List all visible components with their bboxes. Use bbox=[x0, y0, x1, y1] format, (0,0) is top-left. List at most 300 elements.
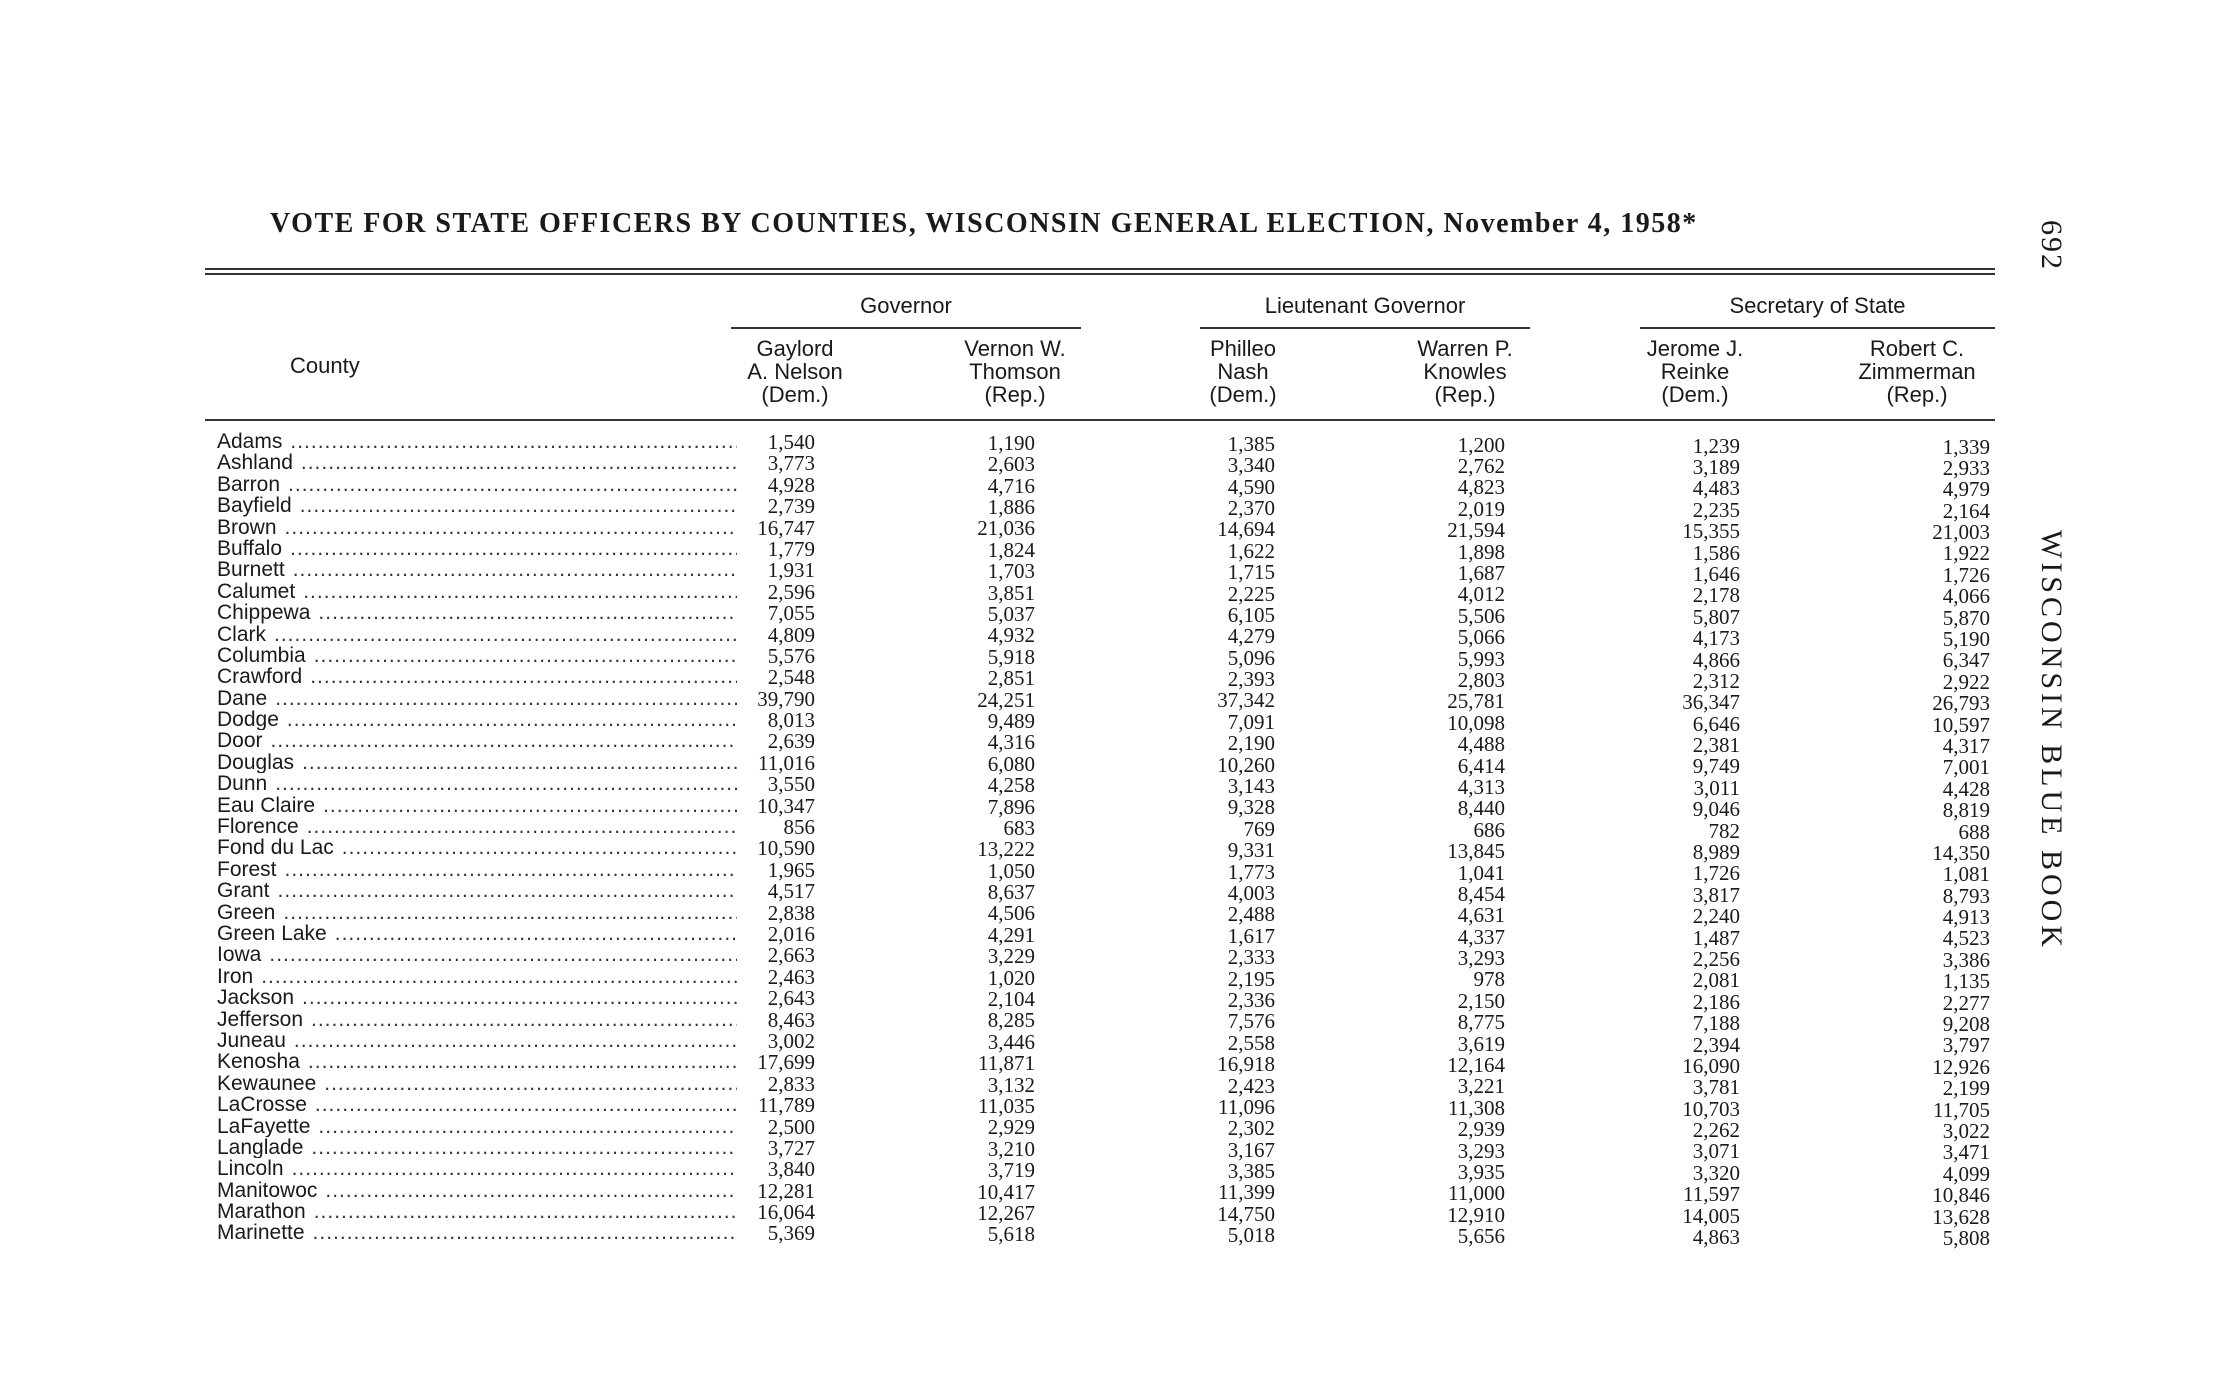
county-name: Lincoln bbox=[217, 1158, 284, 1180]
leader-dots bbox=[303, 581, 737, 602]
table-row bbox=[205, 622, 1995, 652]
vote-cell: 1,779 bbox=[767, 536, 815, 561]
vote-cell: 7,576 bbox=[1227, 1009, 1275, 1034]
vote-cell: 2,500 bbox=[767, 1114, 815, 1139]
vote-cell: 4,258 bbox=[987, 773, 1035, 798]
vote-cell: 4,506 bbox=[987, 901, 1035, 926]
vote-cell: 3,386 bbox=[1942, 947, 1990, 972]
vote-cell: 2,558 bbox=[1227, 1030, 1275, 1055]
vote-cell: 3,189 bbox=[1692, 454, 1740, 479]
table-row bbox=[205, 643, 1995, 673]
table-row bbox=[205, 515, 1995, 545]
vote-cell: 2,929 bbox=[987, 1115, 1035, 1140]
candidate-party: (Rep.) bbox=[984, 382, 1046, 407]
vote-cell: 10,260 bbox=[1217, 752, 1275, 777]
header-rule bbox=[205, 419, 1995, 421]
vote-cell: 3,817 bbox=[1692, 882, 1740, 907]
vote-cell: 4,279 bbox=[1227, 624, 1275, 649]
vote-cell: 12,926 bbox=[1932, 1054, 1990, 1079]
county-cell bbox=[205, 666, 737, 687]
vote-cell: 13,845 bbox=[1447, 839, 1505, 864]
vote-cell: 2,381 bbox=[1692, 733, 1740, 758]
vote-cell: 17,699 bbox=[757, 1050, 815, 1075]
county-cell bbox=[205, 1180, 737, 1201]
county-cell bbox=[205, 452, 737, 473]
vote-cell: 8,775 bbox=[1457, 1010, 1505, 1035]
vote-cell: 3,071 bbox=[1692, 1139, 1740, 1164]
county-name: Dodge bbox=[217, 709, 279, 731]
leader-dots bbox=[314, 1201, 737, 1222]
candidate-second-line: Zimmerman bbox=[1858, 359, 1976, 384]
vote-cell: 2,333 bbox=[1227, 945, 1275, 970]
vote-cell: 10,417 bbox=[977, 1179, 1035, 1204]
vote-cell: 3,851 bbox=[987, 580, 1035, 605]
county-name: Crawford bbox=[217, 666, 303, 688]
county-cell bbox=[205, 495, 737, 516]
vote-cell: 2,393 bbox=[1227, 667, 1275, 692]
page-title: VOTE FOR STATE OFFICERS BY COUNTIES, WISCONSIN GENERAL ELECTION, November 4, 1958* bbox=[270, 208, 1698, 239]
vote-cell: 11,000 bbox=[1448, 1181, 1505, 1206]
vote-cell: 1,540 bbox=[767, 430, 815, 454]
vote-cell: 4,066 bbox=[1942, 584, 1990, 609]
vote-cell: 4,590 bbox=[1227, 474, 1275, 499]
vote-cell: 12,267 bbox=[977, 1200, 1035, 1225]
vote-cell: 12,910 bbox=[1447, 1202, 1505, 1227]
county-cell bbox=[205, 987, 737, 1008]
vote-cell: 8,989 bbox=[1692, 840, 1740, 865]
table-row bbox=[205, 1157, 1995, 1186]
vote-cell: 5,576 bbox=[767, 643, 815, 668]
table-row bbox=[205, 601, 1995, 630]
county-name: Brown bbox=[217, 516, 277, 538]
county-cell bbox=[205, 602, 737, 623]
vote-cell: 9,331 bbox=[1227, 838, 1275, 863]
candidate-first-line: Vernon W. bbox=[964, 336, 1066, 361]
vote-cell: 5,993 bbox=[1457, 646, 1505, 671]
table-row bbox=[205, 815, 1995, 844]
vote-cell: 2,081 bbox=[1692, 968, 1740, 993]
vote-cell: 7,055 bbox=[767, 601, 815, 626]
table-row bbox=[205, 1093, 1995, 1122]
table-row bbox=[205, 665, 1995, 694]
county-cell bbox=[205, 837, 737, 858]
vote-cell: 1,190 bbox=[987, 430, 1035, 455]
vote-cell: 688 bbox=[1958, 819, 1990, 844]
group-label: Lieutenant Governor bbox=[1264, 293, 1466, 318]
county-cell bbox=[205, 1030, 737, 1051]
vote-cell: 26,793 bbox=[1932, 691, 1990, 716]
vote-cell: 3,719 bbox=[987, 1158, 1035, 1183]
vote-cell: 4,932 bbox=[987, 623, 1035, 648]
county-name: Ashland bbox=[217, 452, 293, 474]
vote-cell: 1,773 bbox=[1227, 859, 1275, 884]
vote-cell: 3,446 bbox=[987, 1029, 1035, 1054]
vote-cell: 1,617 bbox=[1227, 923, 1275, 948]
vote-cell: 3,781 bbox=[1692, 1075, 1740, 1100]
vote-cell: 2,178 bbox=[1692, 583, 1740, 608]
county-name: Adams bbox=[217, 431, 283, 453]
vote-cell: 4,173 bbox=[1692, 626, 1740, 651]
county-name: Calumet bbox=[217, 580, 296, 603]
vote-cell: 14,350 bbox=[1932, 840, 1990, 865]
table-row bbox=[205, 430, 1995, 459]
table-row bbox=[205, 579, 1995, 609]
table-row bbox=[205, 558, 1995, 587]
county-cell bbox=[205, 581, 737, 602]
vote-cell: 3,840 bbox=[767, 1157, 815, 1182]
leader-dots bbox=[324, 1073, 737, 1094]
county-name: Dane bbox=[217, 687, 268, 710]
book-title: WISCONSIN BLUE BOOK bbox=[2035, 530, 2068, 951]
vote-cell: 2,336 bbox=[1227, 987, 1275, 1012]
vote-cell: 9,328 bbox=[1227, 795, 1275, 820]
table-row bbox=[205, 1178, 1995, 1208]
candidate-header-zimmerman bbox=[1817, 337, 2017, 406]
county-name: Langlade bbox=[217, 1136, 304, 1159]
candidate-first-line: Philleo bbox=[1209, 336, 1277, 361]
leader-dots bbox=[313, 1222, 737, 1243]
group-rule bbox=[731, 327, 1081, 329]
vote-cell: 683 bbox=[1003, 815, 1035, 840]
vote-cell: 4,863 bbox=[1692, 1225, 1740, 1250]
leader-dots bbox=[275, 773, 737, 794]
vote-cell: 2,312 bbox=[1692, 668, 1740, 693]
county-name: Marathon bbox=[217, 1201, 306, 1223]
vote-cell: 1,726 bbox=[1692, 861, 1740, 886]
candidate-party: (Dem.) bbox=[1661, 382, 1729, 407]
vote-cell: 2,603 bbox=[987, 452, 1035, 477]
county-name: Green Lake bbox=[217, 922, 327, 945]
vote-cell: 3,229 bbox=[987, 944, 1035, 969]
candidate-second-line: Nash bbox=[1217, 359, 1269, 384]
leader-dots bbox=[323, 795, 737, 816]
vote-cell: 782 bbox=[1708, 818, 1740, 843]
vote-cell: 1,050 bbox=[987, 858, 1035, 883]
vote-cell: 2,104 bbox=[987, 987, 1035, 1012]
county-name: Burnett bbox=[217, 559, 285, 581]
vote-cell: 8,637 bbox=[987, 880, 1035, 905]
vote-cell: 3,132 bbox=[987, 1072, 1035, 1097]
vote-cell: 2,922 bbox=[1942, 669, 1990, 694]
vote-cell: 11,789 bbox=[758, 1093, 815, 1118]
vote-cell: 3,797 bbox=[1942, 1033, 1990, 1058]
leader-dots bbox=[294, 1030, 737, 1051]
table-row bbox=[205, 494, 1995, 523]
vote-cell: 11,096 bbox=[1218, 1094, 1275, 1119]
table-row bbox=[205, 879, 1995, 908]
vote-cell: 2,643 bbox=[767, 986, 815, 1011]
table-row bbox=[205, 964, 1995, 994]
vote-cell: 3,340 bbox=[1227, 453, 1275, 478]
vote-cell: 4,483 bbox=[1692, 476, 1740, 501]
candidate-first-line: Robert C. bbox=[1869, 336, 1965, 361]
vote-cell: 10,098 bbox=[1447, 710, 1505, 735]
table-row bbox=[205, 836, 1995, 865]
table-row bbox=[205, 1135, 1995, 1165]
vote-cell: 5,807 bbox=[1692, 604, 1740, 629]
leader-dots bbox=[314, 645, 737, 666]
vote-cell: 1,715 bbox=[1227, 560, 1275, 585]
vote-cell: 856 bbox=[783, 815, 815, 840]
vote-cell: 4,517 bbox=[767, 879, 815, 904]
vote-cell: 5,808 bbox=[1942, 1225, 1990, 1250]
county-column-header: County bbox=[290, 353, 360, 378]
leader-dots bbox=[285, 859, 737, 880]
county-cell bbox=[205, 1116, 737, 1137]
vote-cell: 1,385 bbox=[1227, 431, 1275, 456]
vote-cell: 4,291 bbox=[987, 922, 1035, 947]
group-governor bbox=[731, 293, 1081, 329]
vote-cell: 1,081 bbox=[1942, 862, 1990, 887]
vote-cell: 2,639 bbox=[767, 729, 815, 754]
vote-cell: 3,727 bbox=[767, 1135, 815, 1160]
vote-cell: 1,487 bbox=[1692, 925, 1740, 950]
vote-cell: 15,355 bbox=[1682, 519, 1740, 544]
vote-cell: 2,663 bbox=[767, 943, 815, 968]
vote-cell: 2,488 bbox=[1227, 902, 1275, 927]
leader-dots bbox=[302, 752, 737, 773]
leader-dots bbox=[278, 880, 737, 901]
county-name: Iowa bbox=[217, 944, 262, 966]
vote-cell: 3,293 bbox=[1457, 946, 1505, 971]
vote-cell: 2,423 bbox=[1227, 1073, 1275, 1098]
table-row bbox=[205, 451, 1995, 480]
vote-cell: 8,285 bbox=[987, 1008, 1035, 1033]
vote-cell: 4,317 bbox=[1942, 733, 1990, 758]
county-cell bbox=[205, 1201, 737, 1222]
candidate-party: (Dem.) bbox=[1209, 382, 1277, 407]
vote-cell: 2,933 bbox=[1942, 455, 1990, 480]
table-row bbox=[205, 793, 1995, 823]
county-cell bbox=[205, 923, 737, 944]
leader-dots bbox=[318, 1116, 737, 1137]
vote-cell: 36,347 bbox=[1682, 690, 1740, 715]
vote-cell: 3,167 bbox=[1227, 1137, 1275, 1162]
vote-cell: 2,596 bbox=[767, 579, 815, 604]
table-row bbox=[205, 472, 1995, 502]
vote-cell: 1,646 bbox=[1692, 561, 1740, 586]
vote-cell: 24,251 bbox=[977, 687, 1035, 712]
county-name: Green bbox=[217, 901, 276, 923]
county-name: Jefferson bbox=[217, 1008, 303, 1030]
vote-cell: 1,931 bbox=[767, 558, 815, 583]
vote-cell: 3,011 bbox=[1693, 775, 1740, 800]
vote-cell: 16,090 bbox=[1682, 1053, 1740, 1078]
vote-cell: 3,385 bbox=[1227, 1159, 1275, 1184]
vote-cell: 39,790 bbox=[757, 686, 815, 711]
vote-cell: 2,803 bbox=[1457, 667, 1505, 692]
vote-cell: 9,489 bbox=[987, 708, 1035, 733]
vote-cell: 10,597 bbox=[1932, 712, 1990, 737]
county-cell bbox=[205, 752, 737, 773]
vote-cell: 2,195 bbox=[1227, 966, 1275, 991]
vote-cell: 2,235 bbox=[1692, 497, 1740, 522]
county-cell bbox=[205, 902, 737, 923]
vote-cell: 8,793 bbox=[1942, 883, 1990, 908]
vote-cell: 11,399 bbox=[1218, 1180, 1275, 1205]
county-cell bbox=[205, 688, 737, 709]
vote-cell: 2,370 bbox=[1227, 495, 1275, 520]
county-cell bbox=[205, 645, 737, 666]
vote-cell: 4,012 bbox=[1457, 582, 1505, 607]
group-label: Governor bbox=[860, 293, 952, 318]
vote-cell: 10,846 bbox=[1932, 1183, 1990, 1208]
vote-cell: 14,005 bbox=[1682, 1203, 1740, 1228]
table-row bbox=[205, 1007, 1995, 1037]
page-number: 692 bbox=[2035, 220, 2068, 271]
top-rule bbox=[205, 268, 1995, 275]
leader-dots bbox=[271, 730, 737, 751]
vote-cell: 6,414 bbox=[1457, 753, 1505, 778]
vote-cell: 10,590 bbox=[757, 836, 815, 861]
candidate-first-line: Warren P. bbox=[1417, 336, 1513, 361]
vote-cell: 3,210 bbox=[987, 1136, 1035, 1161]
vote-cell: 21,036 bbox=[977, 516, 1035, 541]
table-row bbox=[205, 1028, 1995, 1058]
vote-cell: 21,594 bbox=[1447, 518, 1505, 543]
vote-cell: 8,454 bbox=[1457, 881, 1505, 906]
vote-cell: 978 bbox=[1473, 967, 1505, 992]
candidate-party: (Rep.) bbox=[1886, 382, 1948, 407]
county-cell bbox=[205, 1158, 737, 1179]
county-name: Dunn bbox=[217, 773, 268, 795]
vote-cell: 10,703 bbox=[1682, 1096, 1740, 1121]
leader-dots bbox=[311, 1009, 737, 1030]
vote-cell: 2,240 bbox=[1692, 904, 1740, 929]
leader-dots bbox=[300, 495, 737, 516]
vote-cell: 11,597 bbox=[1683, 1182, 1740, 1207]
vote-cell: 10,347 bbox=[757, 793, 815, 818]
candidate-first-line: Jerome J. bbox=[1646, 336, 1744, 361]
vote-cell: 37,342 bbox=[1217, 688, 1275, 713]
county-name: Chippewa bbox=[217, 602, 311, 624]
county-cell bbox=[205, 773, 737, 794]
vote-cell: 16,918 bbox=[1217, 1052, 1275, 1077]
county-name: Marinette bbox=[217, 1222, 305, 1244]
table-row bbox=[205, 686, 1995, 716]
vote-cell: 2,739 bbox=[767, 494, 815, 519]
county-name: Columbia bbox=[217, 644, 306, 667]
vote-cell: 5,190 bbox=[1942, 627, 1990, 652]
vote-cell: 3,293 bbox=[1457, 1138, 1505, 1163]
vote-cell: 11,035 bbox=[978, 1094, 1035, 1118]
vote-cell: 1,965 bbox=[767, 857, 815, 882]
county-cell bbox=[205, 816, 737, 837]
vote-cell: 3,320 bbox=[1692, 1160, 1740, 1185]
vote-cell: 3,002 bbox=[767, 1028, 815, 1053]
candidate-second-line: Thomson bbox=[969, 359, 1061, 384]
vote-cell: 7,188 bbox=[1692, 1011, 1740, 1036]
vote-cell: 11,705 bbox=[1933, 1097, 1990, 1122]
vote-cell: 4,866 bbox=[1692, 647, 1740, 672]
county-cell bbox=[205, 1073, 737, 1094]
county-cell bbox=[205, 795, 737, 816]
table-header bbox=[205, 275, 1995, 419]
vote-cell: 12,164 bbox=[1447, 1053, 1505, 1078]
leader-dots bbox=[307, 816, 737, 837]
county-name: Buffalo bbox=[217, 537, 282, 560]
vote-cell: 3,221 bbox=[1457, 1074, 1505, 1099]
vote-cell: 21,003 bbox=[1932, 520, 1990, 545]
vote-cell: 11,016 bbox=[758, 750, 815, 775]
leader-dots bbox=[275, 688, 737, 709]
vote-cell: 2,302 bbox=[1227, 1116, 1275, 1141]
candidate-party: (Dem.) bbox=[761, 382, 829, 407]
leader-dots bbox=[342, 837, 737, 858]
candidate-second-line: A. Nelson bbox=[747, 359, 843, 384]
county-name: Manitowoc bbox=[217, 1179, 318, 1202]
vote-cell: 25,781 bbox=[1447, 689, 1505, 714]
vote-cell: 2,939 bbox=[1457, 1117, 1505, 1142]
vote-cell: 4,428 bbox=[1942, 776, 1990, 801]
vote-cell: 5,870 bbox=[1942, 605, 1990, 630]
vote-cell: 3,935 bbox=[1457, 1159, 1505, 1184]
county-name: Grant bbox=[217, 880, 270, 902]
candidate-second-line: Reinke bbox=[1660, 359, 1730, 384]
vote-cell: 1,135 bbox=[1942, 969, 1990, 994]
vote-cell: 2,256 bbox=[1692, 946, 1740, 971]
leader-dots bbox=[318, 602, 737, 623]
vote-cell: 3,619 bbox=[1457, 1031, 1505, 1056]
vote-cell: 2,164 bbox=[1942, 498, 1990, 523]
vote-cell: 11,871 bbox=[978, 1051, 1035, 1076]
vote-cell: 2,199 bbox=[1942, 1076, 1990, 1101]
table-row bbox=[205, 729, 1995, 758]
county-cell bbox=[205, 538, 737, 559]
leader-dots bbox=[274, 624, 737, 645]
county-cell bbox=[205, 1137, 737, 1158]
county-cell bbox=[205, 474, 737, 495]
table-row bbox=[205, 986, 1995, 1015]
table-row bbox=[205, 708, 1995, 737]
vote-cell: 4,313 bbox=[1457, 774, 1505, 799]
county-cell bbox=[205, 559, 737, 580]
leader-dots bbox=[288, 474, 737, 495]
vote-cell: 3,773 bbox=[767, 451, 815, 476]
group-rule bbox=[1200, 327, 1530, 329]
vote-cell: 2,150 bbox=[1457, 988, 1505, 1013]
county-cell bbox=[205, 966, 737, 987]
group-secretary-of-state bbox=[1640, 293, 1995, 329]
vote-cell: 14,694 bbox=[1217, 517, 1275, 542]
vote-cell: 3,143 bbox=[1227, 774, 1275, 799]
candidate-second-line: Knowles bbox=[1423, 359, 1507, 384]
vote-cell: 5,918 bbox=[987, 644, 1035, 669]
vote-cell: 4,823 bbox=[1457, 475, 1505, 500]
county-name: LaFayette bbox=[217, 1115, 311, 1137]
vote-cell: 6,347 bbox=[1942, 648, 1990, 673]
leader-dots bbox=[285, 517, 737, 538]
vote-cell: 4,913 bbox=[1942, 905, 1990, 930]
county-name: Eau Claire bbox=[217, 794, 316, 817]
vote-cell: 4,488 bbox=[1457, 732, 1505, 757]
leader-dots bbox=[283, 902, 737, 923]
leader-dots bbox=[308, 1051, 737, 1072]
candidate-header-reinke bbox=[1595, 337, 1795, 406]
leader-dots bbox=[269, 944, 737, 965]
vote-cell: 2,277 bbox=[1942, 990, 1990, 1015]
vote-cell: 1,824 bbox=[987, 537, 1035, 562]
vote-cell: 4,928 bbox=[767, 472, 815, 497]
leader-dots bbox=[292, 1158, 737, 1179]
table-row bbox=[205, 750, 1995, 780]
county-cell bbox=[205, 517, 737, 538]
vote-cell: 2,186 bbox=[1692, 989, 1740, 1014]
county-cell bbox=[205, 880, 737, 901]
vote-cell: 14,750 bbox=[1217, 1201, 1275, 1226]
vote-cell: 769 bbox=[1243, 816, 1275, 841]
vote-cell: 7,091 bbox=[1227, 709, 1275, 734]
